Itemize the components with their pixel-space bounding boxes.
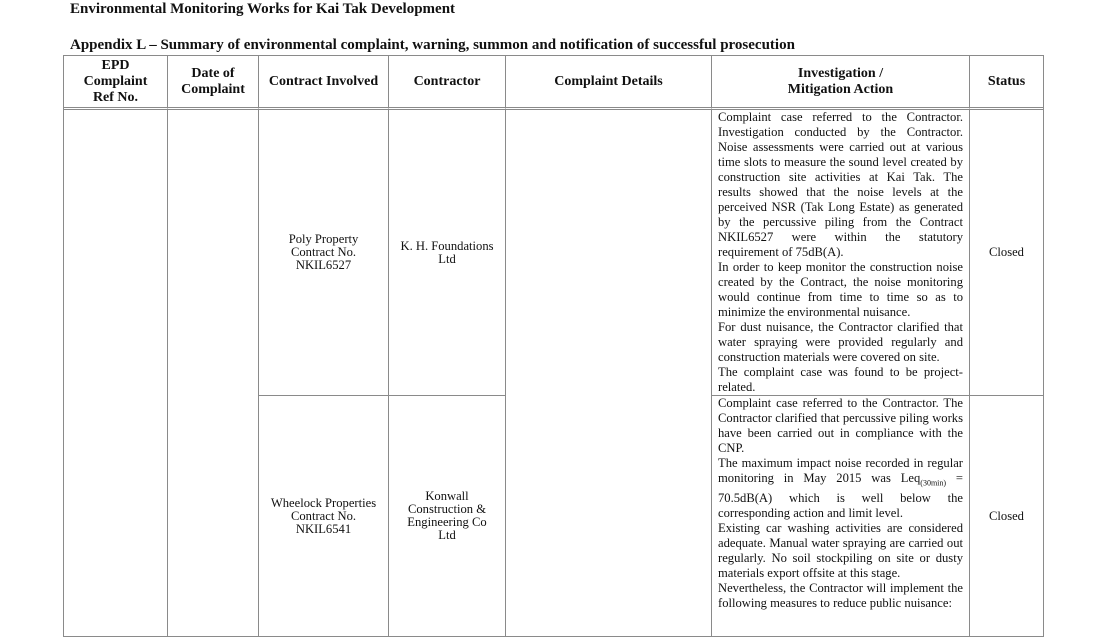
table-row xyxy=(64,110,1043,396)
header-date-of-complaint: Date of Complaint xyxy=(168,56,259,110)
header-epd-complaint-ref-no: EPD Complaint Ref No. xyxy=(64,56,168,110)
status-cell: Closed xyxy=(989,508,1024,523)
contract-cell: Poly Property Contract No. NKIL6527 xyxy=(259,110,389,396)
complaint-summary-table xyxy=(63,55,1044,637)
date-cell xyxy=(168,110,259,636)
header-complaint-details: Complaint Details xyxy=(506,56,712,110)
contract-cell: Wheelock Properties Contract No. NKIL6541 xyxy=(259,396,389,636)
investigation-paragraph: The maximum impact noise recorded in regular monitoring in May 2015 was Leq$_{(30min)}$ = 70.5dB(A) which is well below the corresponding action and limit level. xyxy=(718,456,963,520)
header-status: Status xyxy=(970,56,1043,110)
leq-subscript: (30min) xyxy=(920,478,947,488)
investigation-cell xyxy=(712,110,970,396)
document-title: Environmental Monitoring Works for Kai Tak Development xyxy=(70,1,456,17)
ref-no-cell xyxy=(64,110,168,636)
investigation-paragraph: Complaint case referred to the Contractor. Investigation conducted by the Contractor. Noise assessments were carried out at various time slots to measure the sound level created by construction site activities at Kai Tak. The results showed that the noise levels at the perceived NSR (Tak Long Estate) as generated by the percussive piling from the Contract NKIL6527 were within the statutory requirement of 75dB(A). xyxy=(718,110,963,259)
header-contractor: Contractor xyxy=(389,56,506,110)
header-contract-involved: Contract Involved xyxy=(259,56,389,110)
investigation-paragraph: Complaint case referred to the Contractor. The Contractor clarified that percussive piling works have been carried out in compliance with the CNP. xyxy=(718,396,963,455)
investigation-cell xyxy=(712,396,970,636)
contractor-cell: K. H. Foundations Ltd xyxy=(389,110,506,396)
investigation-paragraph: Nevertheless, the Contractor will implement the following measures to reduce public nuisance: xyxy=(718,580,963,610)
investigation-paragraph: For dust nuisance, the Contractor clarified that water spraying were provided regularly and construction materials were covered on site. xyxy=(718,320,963,364)
status-cell: Closed xyxy=(970,110,1043,396)
investigation-paragraph: The complaint case was found to be project-related. xyxy=(718,365,963,394)
investigation-paragraph: In order to keep monitor the construction noise created by the Contract, the noise monitoring would continue from time to time so as to minimize the environmental nuisance. xyxy=(718,260,963,319)
investigation-paragraph: Existing car washing activities are considered adequate. Manual water spraying are carried out regularly. No soil stockpiling on site or dusty materials export offsite at this stage. xyxy=(718,520,963,580)
contractor-cell: Konwall Construction & Engineering Co Ltd xyxy=(389,396,506,636)
header-investigation-mitigation-action: Investigation / Mitigation Action xyxy=(712,56,970,110)
table-header-row xyxy=(64,56,1043,110)
complaint-details-cell xyxy=(506,110,712,636)
appendix-title: Appendix L – Summary of environmental complaint, warning, summon and notification of successful prosecution xyxy=(70,37,795,53)
